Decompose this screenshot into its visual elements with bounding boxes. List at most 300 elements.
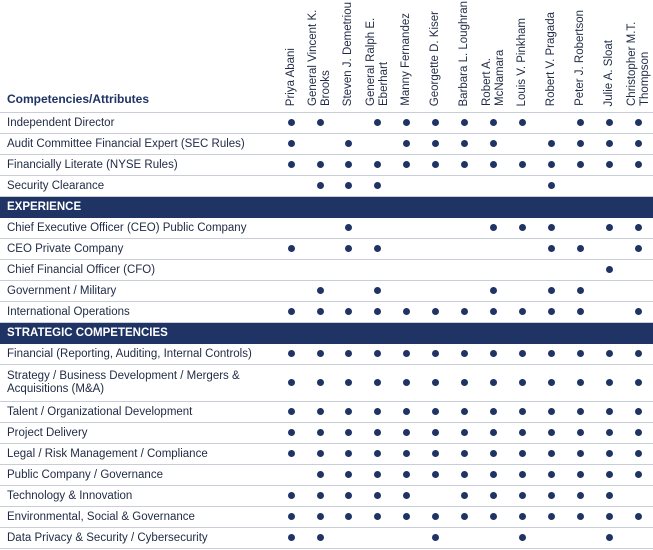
filled-dot-icon (374, 119, 381, 126)
competency-cell (421, 486, 450, 507)
competency-cell (363, 465, 392, 486)
filled-dot-icon (374, 450, 381, 457)
filled-dot-icon (635, 224, 642, 231)
filled-dot-icon (490, 408, 497, 415)
filled-dot-icon (345, 245, 352, 252)
competency-cell (335, 113, 364, 134)
filled-dot-icon (606, 161, 613, 168)
competency-cell (392, 218, 421, 239)
competency-cell (277, 281, 306, 302)
competency-cell (624, 134, 653, 155)
director-name: Manny Fernandez (400, 13, 413, 106)
filled-dot-icon (635, 245, 642, 252)
competency-cell (508, 402, 537, 423)
filled-dot-icon (288, 350, 295, 357)
competency-cell (479, 176, 508, 197)
competency-cell (392, 402, 421, 423)
competency-label: Financially Literate (NYSE Rules) (0, 155, 277, 176)
competency-cell (508, 113, 537, 134)
competency-cell (421, 528, 450, 549)
competency-cell (566, 134, 595, 155)
filled-dot-icon (490, 513, 497, 520)
competency-cell (277, 465, 306, 486)
competency-cell (508, 218, 537, 239)
competency-cell (306, 507, 335, 528)
competency-row (0, 344, 653, 365)
filled-dot-icon (288, 450, 295, 457)
filled-dot-icon (403, 140, 410, 147)
filled-dot-icon (577, 429, 584, 436)
competency-cell (277, 218, 306, 239)
competency-cell (392, 344, 421, 365)
director-column-header (421, 0, 450, 113)
director-column-header (335, 0, 364, 113)
competency-cell (479, 507, 508, 528)
competency-cell (421, 507, 450, 528)
competency-cell (595, 176, 624, 197)
competency-cell (392, 113, 421, 134)
filled-dot-icon (635, 408, 642, 415)
competency-cell (479, 444, 508, 465)
competency-row (0, 402, 653, 423)
competency-cell (421, 218, 450, 239)
competency-cell (421, 260, 450, 281)
competency-cell (306, 365, 335, 402)
competency-cell (508, 423, 537, 444)
filled-dot-icon (317, 350, 324, 357)
director-column-header (450, 0, 479, 113)
filled-dot-icon (519, 119, 526, 126)
competency-cell (566, 465, 595, 486)
filled-dot-icon (403, 308, 410, 315)
filled-dot-icon (317, 492, 324, 499)
competency-cell (508, 444, 537, 465)
filled-dot-icon (490, 492, 497, 499)
competency-cell (566, 486, 595, 507)
competency-cell (624, 155, 653, 176)
competency-cell (537, 302, 566, 323)
competency-cell (537, 155, 566, 176)
competency-cell (595, 486, 624, 507)
competency-cell (306, 465, 335, 486)
filled-dot-icon (345, 429, 352, 436)
competency-cell (306, 344, 335, 365)
competency-cell (566, 302, 595, 323)
competency-row (0, 507, 653, 528)
competency-row (0, 134, 653, 155)
competency-label: Environmental, Social & Governance (0, 507, 277, 528)
filled-dot-icon (606, 429, 613, 436)
competency-cell (566, 507, 595, 528)
competency-cell (508, 281, 537, 302)
filled-dot-icon (548, 492, 555, 499)
competency-cell (306, 486, 335, 507)
competency-cell (277, 302, 306, 323)
competency-cell (537, 239, 566, 260)
competency-cell (363, 302, 392, 323)
competency-cell (508, 176, 537, 197)
competency-cell (624, 507, 653, 528)
filled-dot-icon (345, 161, 352, 168)
competency-cell (479, 134, 508, 155)
competency-label: Public Company / Governance (0, 465, 277, 486)
competency-cell (624, 344, 653, 365)
competency-cell (392, 176, 421, 197)
filled-dot-icon (635, 513, 642, 520)
filled-dot-icon (288, 492, 295, 499)
filled-dot-icon (519, 224, 526, 231)
competency-cell (508, 507, 537, 528)
filled-dot-icon (345, 182, 352, 189)
filled-dot-icon (606, 266, 613, 273)
filled-dot-icon (461, 308, 468, 315)
competency-cell (335, 402, 364, 423)
filled-dot-icon (374, 513, 381, 520)
filled-dot-icon (548, 161, 555, 168)
competency-cell (277, 155, 306, 176)
competency-label: Chief Executive Officer (CEO) Public Company (0, 218, 277, 239)
filled-dot-icon (288, 534, 295, 541)
competency-label: Chief Financial Officer (CFO) (0, 260, 277, 281)
filled-dot-icon (461, 471, 468, 478)
competency-cell (335, 218, 364, 239)
filled-dot-icon (635, 119, 642, 126)
filled-dot-icon (403, 379, 410, 386)
filled-dot-icon (548, 471, 555, 478)
competency-cell (624, 239, 653, 260)
competency-cell (335, 260, 364, 281)
filled-dot-icon (519, 471, 526, 478)
competency-cell (566, 423, 595, 444)
competency-cell (537, 218, 566, 239)
filled-dot-icon (577, 119, 584, 126)
filled-dot-icon (548, 379, 555, 386)
competency-cell (277, 176, 306, 197)
filled-dot-icon (577, 492, 584, 499)
competency-cell (335, 281, 364, 302)
director-name: Steven J. Demetriou (342, 1, 355, 106)
filled-dot-icon (519, 161, 526, 168)
filled-dot-icon (635, 161, 642, 168)
competency-cell (566, 344, 595, 365)
competency-cell (537, 486, 566, 507)
filled-dot-icon (345, 350, 352, 357)
competency-label: Project Delivery (0, 423, 277, 444)
filled-dot-icon (577, 450, 584, 457)
competency-cell (306, 281, 335, 302)
filled-dot-icon (548, 450, 555, 457)
filled-dot-icon (606, 492, 613, 499)
competency-cell (595, 281, 624, 302)
filled-dot-icon (461, 429, 468, 436)
competency-cell (566, 365, 595, 402)
competency-cell (450, 260, 479, 281)
competency-cell (363, 113, 392, 134)
competency-cell (306, 423, 335, 444)
filled-dot-icon (317, 182, 324, 189)
competency-cell (392, 423, 421, 444)
competency-cell (450, 302, 479, 323)
competency-cell (363, 444, 392, 465)
filled-dot-icon (635, 429, 642, 436)
director-column-header (537, 0, 566, 113)
filled-dot-icon (490, 119, 497, 126)
filled-dot-icon (461, 140, 468, 147)
filled-dot-icon (432, 161, 439, 168)
section-header-row (0, 197, 653, 218)
director-column-header (306, 0, 335, 113)
competency-cell (508, 155, 537, 176)
competency-cell (421, 402, 450, 423)
filled-dot-icon (374, 408, 381, 415)
filled-dot-icon (317, 379, 324, 386)
filled-dot-icon (519, 513, 526, 520)
competency-cell (508, 302, 537, 323)
competency-cell (277, 423, 306, 444)
competency-cell (537, 402, 566, 423)
director-column-header (392, 0, 421, 113)
filled-dot-icon (345, 224, 352, 231)
filled-dot-icon (288, 140, 295, 147)
competency-cell (363, 155, 392, 176)
filled-dot-icon (490, 224, 497, 231)
filled-dot-icon (548, 245, 555, 252)
competency-cell (508, 365, 537, 402)
competency-cell (537, 260, 566, 281)
competency-cell (450, 365, 479, 402)
director-column-header (595, 0, 624, 113)
filled-dot-icon (577, 379, 584, 386)
director-name: Christopher M.T. Thompson (625, 21, 651, 106)
competency-cell (479, 113, 508, 134)
header-row (0, 0, 653, 113)
filled-dot-icon (374, 471, 381, 478)
filled-dot-icon (461, 350, 468, 357)
competency-label: Government / Military (0, 281, 277, 302)
competency-cell (421, 155, 450, 176)
filled-dot-icon (345, 492, 352, 499)
competency-cell (450, 218, 479, 239)
competency-cell (508, 465, 537, 486)
competency-cell (363, 528, 392, 549)
competency-cell (450, 423, 479, 444)
competency-cell (479, 281, 508, 302)
competency-label: International Operations (0, 302, 277, 323)
competency-label: Strategy / Business Development / Mergers & Acquisitions (M&A) (0, 365, 277, 402)
director-name: Robert V. Pragada (545, 11, 558, 106)
competency-cell (595, 528, 624, 549)
competency-cell (306, 302, 335, 323)
competency-cell (392, 155, 421, 176)
filled-dot-icon (606, 534, 613, 541)
competency-label: CEO Private Company (0, 239, 277, 260)
competency-cell (392, 507, 421, 528)
filled-dot-icon (577, 308, 584, 315)
competency-cell (624, 113, 653, 134)
competency-cell (479, 486, 508, 507)
filled-dot-icon (288, 513, 295, 520)
filled-dot-icon (635, 379, 642, 386)
competency-cell (537, 444, 566, 465)
section-title: EXPERIENCE (0, 197, 653, 218)
filled-dot-icon (317, 513, 324, 520)
filled-dot-icon (519, 429, 526, 436)
competency-row (0, 113, 653, 134)
filled-dot-icon (345, 450, 352, 457)
filled-dot-icon (432, 471, 439, 478)
competency-cell (595, 302, 624, 323)
competency-cell (306, 444, 335, 465)
filled-dot-icon (490, 429, 497, 436)
filled-dot-icon (577, 513, 584, 520)
competency-cell (335, 239, 364, 260)
competency-row (0, 176, 653, 197)
filled-dot-icon (317, 408, 324, 415)
competency-cell (624, 365, 653, 402)
competency-cell (508, 134, 537, 155)
filled-dot-icon (288, 119, 295, 126)
director-name: Barbara L. Loughran (458, 0, 471, 106)
competency-label: Technology & Innovation (0, 486, 277, 507)
filled-dot-icon (374, 429, 381, 436)
filled-dot-icon (635, 450, 642, 457)
filled-dot-icon (519, 308, 526, 315)
competency-cell (624, 402, 653, 423)
filled-dot-icon (577, 350, 584, 357)
competency-cell (624, 528, 653, 549)
filled-dot-icon (635, 471, 642, 478)
competency-cell (335, 365, 364, 402)
filled-dot-icon (461, 492, 468, 499)
filled-dot-icon (317, 287, 324, 294)
competency-cell (566, 260, 595, 281)
competency-cell (277, 528, 306, 549)
filled-dot-icon (490, 471, 497, 478)
competency-cell (624, 423, 653, 444)
competency-cell (537, 423, 566, 444)
filled-dot-icon (519, 379, 526, 386)
competency-cell (363, 365, 392, 402)
competency-cell (335, 302, 364, 323)
filled-dot-icon (288, 408, 295, 415)
director-name: Georgette D. Kiser (429, 10, 442, 106)
filled-dot-icon (403, 408, 410, 415)
competency-cell (508, 239, 537, 260)
competency-cell (595, 260, 624, 281)
filled-dot-icon (403, 513, 410, 520)
filled-dot-icon (403, 471, 410, 478)
competency-cell (595, 218, 624, 239)
competency-cell (595, 423, 624, 444)
competency-label: Data Privacy & Security / Cybersecurity (0, 528, 277, 549)
filled-dot-icon (432, 408, 439, 415)
competency-cell (537, 344, 566, 365)
competency-row (0, 260, 653, 281)
filled-dot-icon (577, 161, 584, 168)
competency-cell (450, 402, 479, 423)
filled-dot-icon (461, 119, 468, 126)
competency-cell (392, 444, 421, 465)
filled-dot-icon (490, 379, 497, 386)
filled-dot-icon (403, 492, 410, 499)
competency-cell (335, 344, 364, 365)
competency-row (0, 365, 653, 402)
competency-cell (624, 486, 653, 507)
competency-cell (306, 260, 335, 281)
competency-cell (277, 134, 306, 155)
competency-cell (363, 507, 392, 528)
competency-row (0, 465, 653, 486)
director-column-header (624, 0, 653, 113)
competency-cell (421, 423, 450, 444)
filled-dot-icon (374, 287, 381, 294)
filled-dot-icon (345, 513, 352, 520)
competency-cell (421, 365, 450, 402)
competency-cell (450, 239, 479, 260)
director-column-header (566, 0, 595, 113)
matrix-body (0, 113, 653, 549)
competency-label: Financial (Reporting, Auditing, Internal Controls) (0, 344, 277, 365)
filled-dot-icon (577, 245, 584, 252)
competency-cell (335, 486, 364, 507)
filled-dot-icon (606, 379, 613, 386)
competency-label: Security Clearance (0, 176, 277, 197)
competency-row (0, 239, 653, 260)
competency-cell (450, 444, 479, 465)
competency-cell (335, 176, 364, 197)
filled-dot-icon (374, 245, 381, 252)
competency-cell (595, 365, 624, 402)
competency-cell (566, 444, 595, 465)
competency-cell (277, 260, 306, 281)
filled-dot-icon (403, 161, 410, 168)
competency-cell (277, 402, 306, 423)
competency-cell (421, 465, 450, 486)
filled-dot-icon (317, 161, 324, 168)
competency-cell (508, 344, 537, 365)
filled-dot-icon (432, 450, 439, 457)
competency-label: Audit Committee Financial Expert (SEC Rules) (0, 134, 277, 155)
filled-dot-icon (519, 492, 526, 499)
filled-dot-icon (577, 140, 584, 147)
competency-cell (450, 176, 479, 197)
competencies-header: Competencies/Attributes (7, 92, 150, 106)
competency-cell (479, 260, 508, 281)
competency-cell (306, 113, 335, 134)
competency-cell (595, 239, 624, 260)
section-header-row (0, 323, 653, 344)
competency-cell (595, 344, 624, 365)
competency-cell (479, 218, 508, 239)
filled-dot-icon (490, 161, 497, 168)
director-column-header (277, 0, 306, 113)
filled-dot-icon (548, 287, 555, 294)
competency-cell (392, 260, 421, 281)
competency-row (0, 218, 653, 239)
competency-cell (363, 134, 392, 155)
filled-dot-icon (606, 119, 613, 126)
competency-cell (392, 239, 421, 260)
filled-dot-icon (606, 140, 613, 147)
filled-dot-icon (288, 308, 295, 315)
competency-cell (392, 302, 421, 323)
competency-cell (450, 528, 479, 549)
filled-dot-icon (432, 513, 439, 520)
competency-cell (306, 239, 335, 260)
competency-cell (508, 486, 537, 507)
filled-dot-icon (374, 492, 381, 499)
filled-dot-icon (577, 471, 584, 478)
